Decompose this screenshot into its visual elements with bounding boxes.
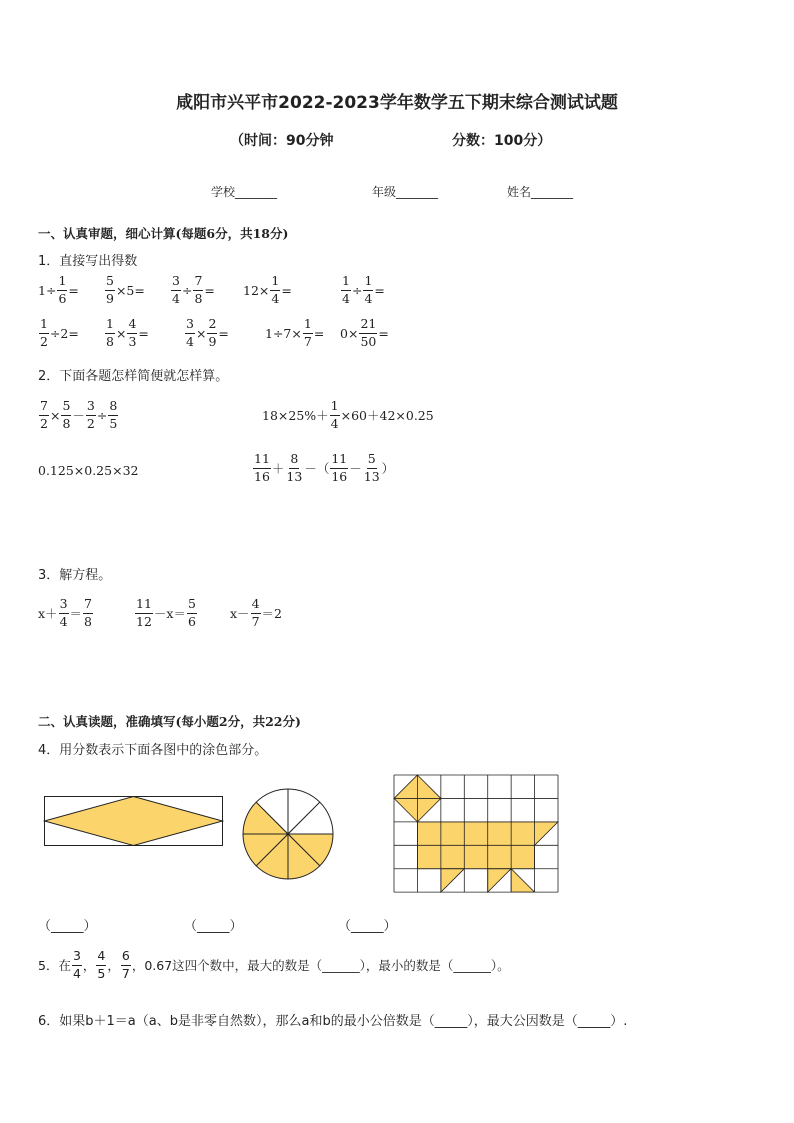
name-field: 姓名_______ — [507, 185, 574, 199]
exam-score: 分数：100分） — [452, 133, 552, 149]
figure-grid-bird — [394, 775, 558, 895]
q1-item-6: $\frac{1}{2}$ ÷2= — [40, 316, 79, 349]
grid-shape-foot — [511, 869, 534, 892]
q4-answer-blank-1[interactable]: （_____） — [38, 919, 97, 934]
q2-expression-3: 0.125×0.25×32 — [38, 463, 139, 478]
q3-equation-3: x－ $\frac{4}{7}$ ＝2 — [230, 596, 282, 629]
q4-answer-blank-3[interactable]: （_____） — [338, 919, 397, 934]
q2-expression-2: 18×25%＋ $\frac{1}{4}$ ×60＋42×0.25 — [262, 398, 434, 431]
section-2-heading: 二、认真读题，准确填写(每小题2分，共22分) — [38, 714, 301, 729]
q1-item-3: $\frac{3}{4}$ ÷ $\frac{7}{8}$ = — [172, 273, 215, 306]
q1-item-4: 12× $\frac{1}{4}$ = — [243, 273, 292, 306]
question-2-label: 2．下面各题怎样简便就怎样算。 — [38, 369, 229, 384]
school-field: 学校_______ — [211, 185, 278, 199]
q4-answer-blank-2[interactable]: （_____） — [184, 919, 243, 934]
question-4-label: 4．用分数表示下面各图中的涂色部分。 — [38, 743, 268, 758]
q1-item-2: $\frac{5}{9}$ ×5= — [106, 273, 145, 306]
question-5: 5．在 $\frac{3}{4}$ ， $\frac{4}{5}$ ， $\frac{6}{7}$ ，0.67这四个数中，最大的数是（______），最小的数是（______）。 — [38, 948, 510, 981]
section-1-heading: 一、认真审题，细心计算(每题6分，共18分) — [38, 226, 289, 241]
q1-item-9: 1÷7× $\frac{1}{7}$ = — [265, 316, 325, 349]
q1-item-10: 0× $\frac{21}{50}$ = — [340, 316, 389, 349]
q3-equation-2: $\frac{11}{12}$ －x＝ $\frac{5}{6}$ — [136, 596, 196, 629]
question-1-label: 1．直接写出得数 — [38, 254, 138, 269]
q1-item-8: $\frac{3}{4}$ × $\frac{2}{9}$ = — [186, 316, 229, 349]
question-3-label: 3．解方程。 — [38, 568, 112, 583]
figure-rhombus-in-rectangle — [44, 796, 223, 846]
question-6: 6．如果b＋1＝a（a、b是非零自然数），那么a和b的最小公倍数是（_____），最大公因数是（_____）. — [38, 1014, 628, 1029]
q1-item-1: 1÷ $\frac{1}{6}$ = — [38, 273, 79, 306]
grid-shape-foot — [441, 869, 464, 892]
figure-circle-sectors — [242, 788, 334, 880]
q1-item-7: $\frac{1}{8}$ × $\frac{4}{3}$ = — [106, 316, 149, 349]
exam-time: （时间：90分钟 — [230, 133, 334, 149]
q1-item-5: $\frac{1}{4}$ ÷ $\frac{1}{4}$ = — [342, 273, 385, 306]
page-title: 咸阳市兴平市2022-2023学年数学五下期末综合测试试题 — [176, 93, 618, 113]
q3-equation-1: x＋ $\frac{3}{4}$ ＝ $\frac{7}{8}$ — [38, 596, 92, 629]
grade-field: 年级_______ — [372, 185, 439, 199]
q2-expression-1: $\frac{7}{2}$ × $\frac{5}{8}$ － $\frac{3}{2}$ ÷ $\frac{8}{5}$ — [40, 398, 118, 431]
grid-shape-foot — [488, 869, 511, 892]
q2-expression-4: $\frac{11}{16}$ ＋ $\frac{8}{13}$ －（ $\frac{11}{16}$ － $\frac{5}{13}$ ） — [254, 451, 395, 484]
